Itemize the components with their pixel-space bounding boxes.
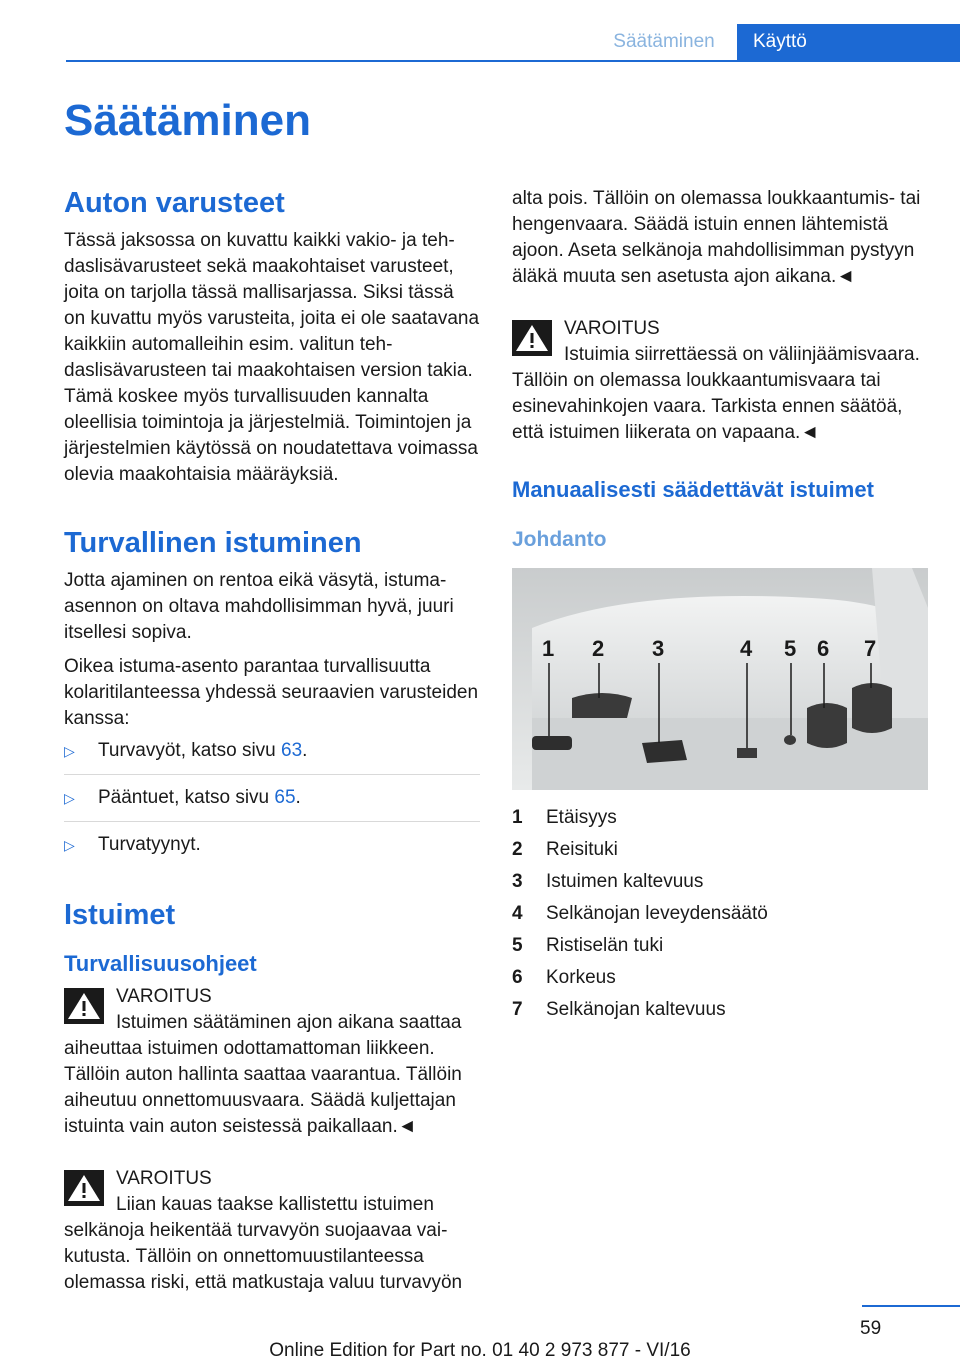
list-item-text: Pääntuet, katso sivu [98,787,275,808]
triangle-bullet-icon: ▷ [64,790,75,806]
list-item [64,832,480,868]
legend-number: 1 [512,807,523,828]
figure-label: 5 [784,636,797,661]
triangle-bullet-icon: ▷ [64,743,75,759]
legend-label: Ristiselän tuki [546,935,664,956]
list-item-text: Turvavyöt, katso sivu [98,740,282,761]
header-chapter-tab[interactable]: Käyttö [737,24,960,60]
legend-row [512,930,930,962]
page-link-65[interactable]: 65 [274,787,296,808]
legend-number: 2 [512,839,523,860]
safety-equipment-list [64,738,480,868]
header-section-tab[interactable]: Säätäminen [591,24,737,60]
legend-row [512,962,930,994]
warning-box-3 [512,316,930,446]
list-item [64,738,480,775]
section-title-safe-sitting: Turvallinen istuminen [64,527,362,559]
section-title-seats: Istuimet [64,899,176,931]
seat-controls-figure [512,568,928,790]
figure-label: 7 [864,636,877,661]
legend-row [512,866,930,898]
header-divider [66,60,960,62]
warning-continued-text: alta pois. Tällöin on olemassa loukkaantumis- tai hengenvaara. Säädä istuin ennen lähtemistä ajoon. Aseta selkänoja mahdollisimman pystyyn äläkä muuta sen asetusta ajon aikana.◄ [512,188,921,287]
left-column [64,186,480,1296]
warning-triangle-icon [64,1170,104,1206]
figure-label: 6 [817,636,830,661]
legend-row [512,994,930,1026]
equipment-paragraph: Tässä jaksossa on kuvattu kaikki vakio- ja tehdaslisävarusteet sekä maakohtaiset varusteet, joita on tarjolla tässä mallisarjassa. Siksi tässä on kuvattu myös varusteita, joita ei ole saatavana kaikkiin automalleihin esim. valitun tehdaslisävarusteen tai maakohtaisen version takia. Tämä koskee myös turvallisuuden kannalta oleellisia toimintoja ja järjestelmiä. Toimintojen ja järjestelmien käytössä on noudatettava voimassa olevia maakohtaisia määräyksiä. [64,230,480,485]
legend-label: Etäisyys [546,807,617,828]
warning-label: VAROITUS [116,1168,212,1189]
legend-label: Selkänojan kaltevuus [546,999,726,1020]
figure-legend [512,802,930,1026]
subsection-title-introduction: Johdanto [512,528,607,551]
legend-row [512,802,930,834]
warning-box-1 [64,984,480,1140]
warning-label: VAROITUS [116,986,212,1007]
legend-row [512,898,930,930]
subsection-title-manual-seats: Manuaalisesti säädettävät istuimet [512,477,874,502]
right-column [512,186,930,1026]
legend-label: Selkänojan leveydensäätö [546,903,768,924]
warning-text: Liian kauas taakse kallistettu istuimen selkänoja heikentää turvavyön suojaavaa vaikutusta. Tällöin on onnettomuustilanteessa olemassa riski, että matkustaja valuu turvavyön [64,1194,463,1293]
warning-label: VAROITUS [564,318,660,339]
legend-row [512,834,930,866]
figure-label: 4 [740,636,753,661]
safe-sitting-paragraph-2: Oikea istuma-asento parantaa turvallisuutta kolaritilanteessa yhdessä seuraavien varusteiden kanssa: [64,656,479,729]
safe-sitting-paragraph-1: Jotta ajaminen on rentoa eikä väsytä, istuma-asennon on oltava mahdollisimman hyvä, juuri itsellesi sopiva. [64,570,454,643]
list-item [64,785,480,822]
page-link-63[interactable]: 63 [281,740,303,761]
footer-edition: Online Edition for Part no. 01 40 2 973 877 - VI/16 [269,1340,691,1361]
warning-text: Istuimen säätäminen ajon aikana saattaa aiheuttaa istuimen odottamattoman liikkeen. Tällöin auton hallinta saattaa vaarantua. Tällöin aiheutuu onnettomuusvaara. Säädä kuljettajan istuinta vain auton seistessä paikallaan.◄ [64,1012,462,1137]
figure-label: 3 [652,636,665,661]
subsection-title-safety-notes: Turvallisuusohjeet [64,951,257,976]
legend-number: 6 [512,967,523,988]
warning-triangle-icon [512,320,552,356]
legend-label: Korkeus [546,967,616,988]
triangle-bullet-icon: ▷ [64,837,75,853]
legend-number: 7 [512,999,523,1020]
chapter-title: Säätäminen [64,96,311,145]
figure-label: 1 [542,636,555,661]
list-item-end: . [302,740,308,761]
legend-number: 4 [512,903,523,924]
warning-box-2 [64,1166,480,1296]
list-item-text: Turvatyynyt. [98,834,201,855]
legend-label: Istuimen kaltevuus [546,871,704,892]
warning-triangle-icon [64,988,104,1024]
warning-text: Istuimia siirrettäessä on väliinjäämisvaara. Tällöin on olemassa loukkaantumisvaara tai esinevahinkojen vaara. Tarkista ennen säätöä, että istuimen liikerata on vapaana.◄ [512,344,920,443]
list-item-end: . [295,787,301,808]
legend-number: 3 [512,871,523,892]
page-number: 59 [860,1318,882,1339]
legend-number: 5 [512,935,523,956]
figure-label: 2 [592,636,605,661]
footer-divider [862,1305,960,1307]
section-title-equipment: Auton varusteet [64,187,285,219]
legend-label: Reisituki [546,839,618,860]
